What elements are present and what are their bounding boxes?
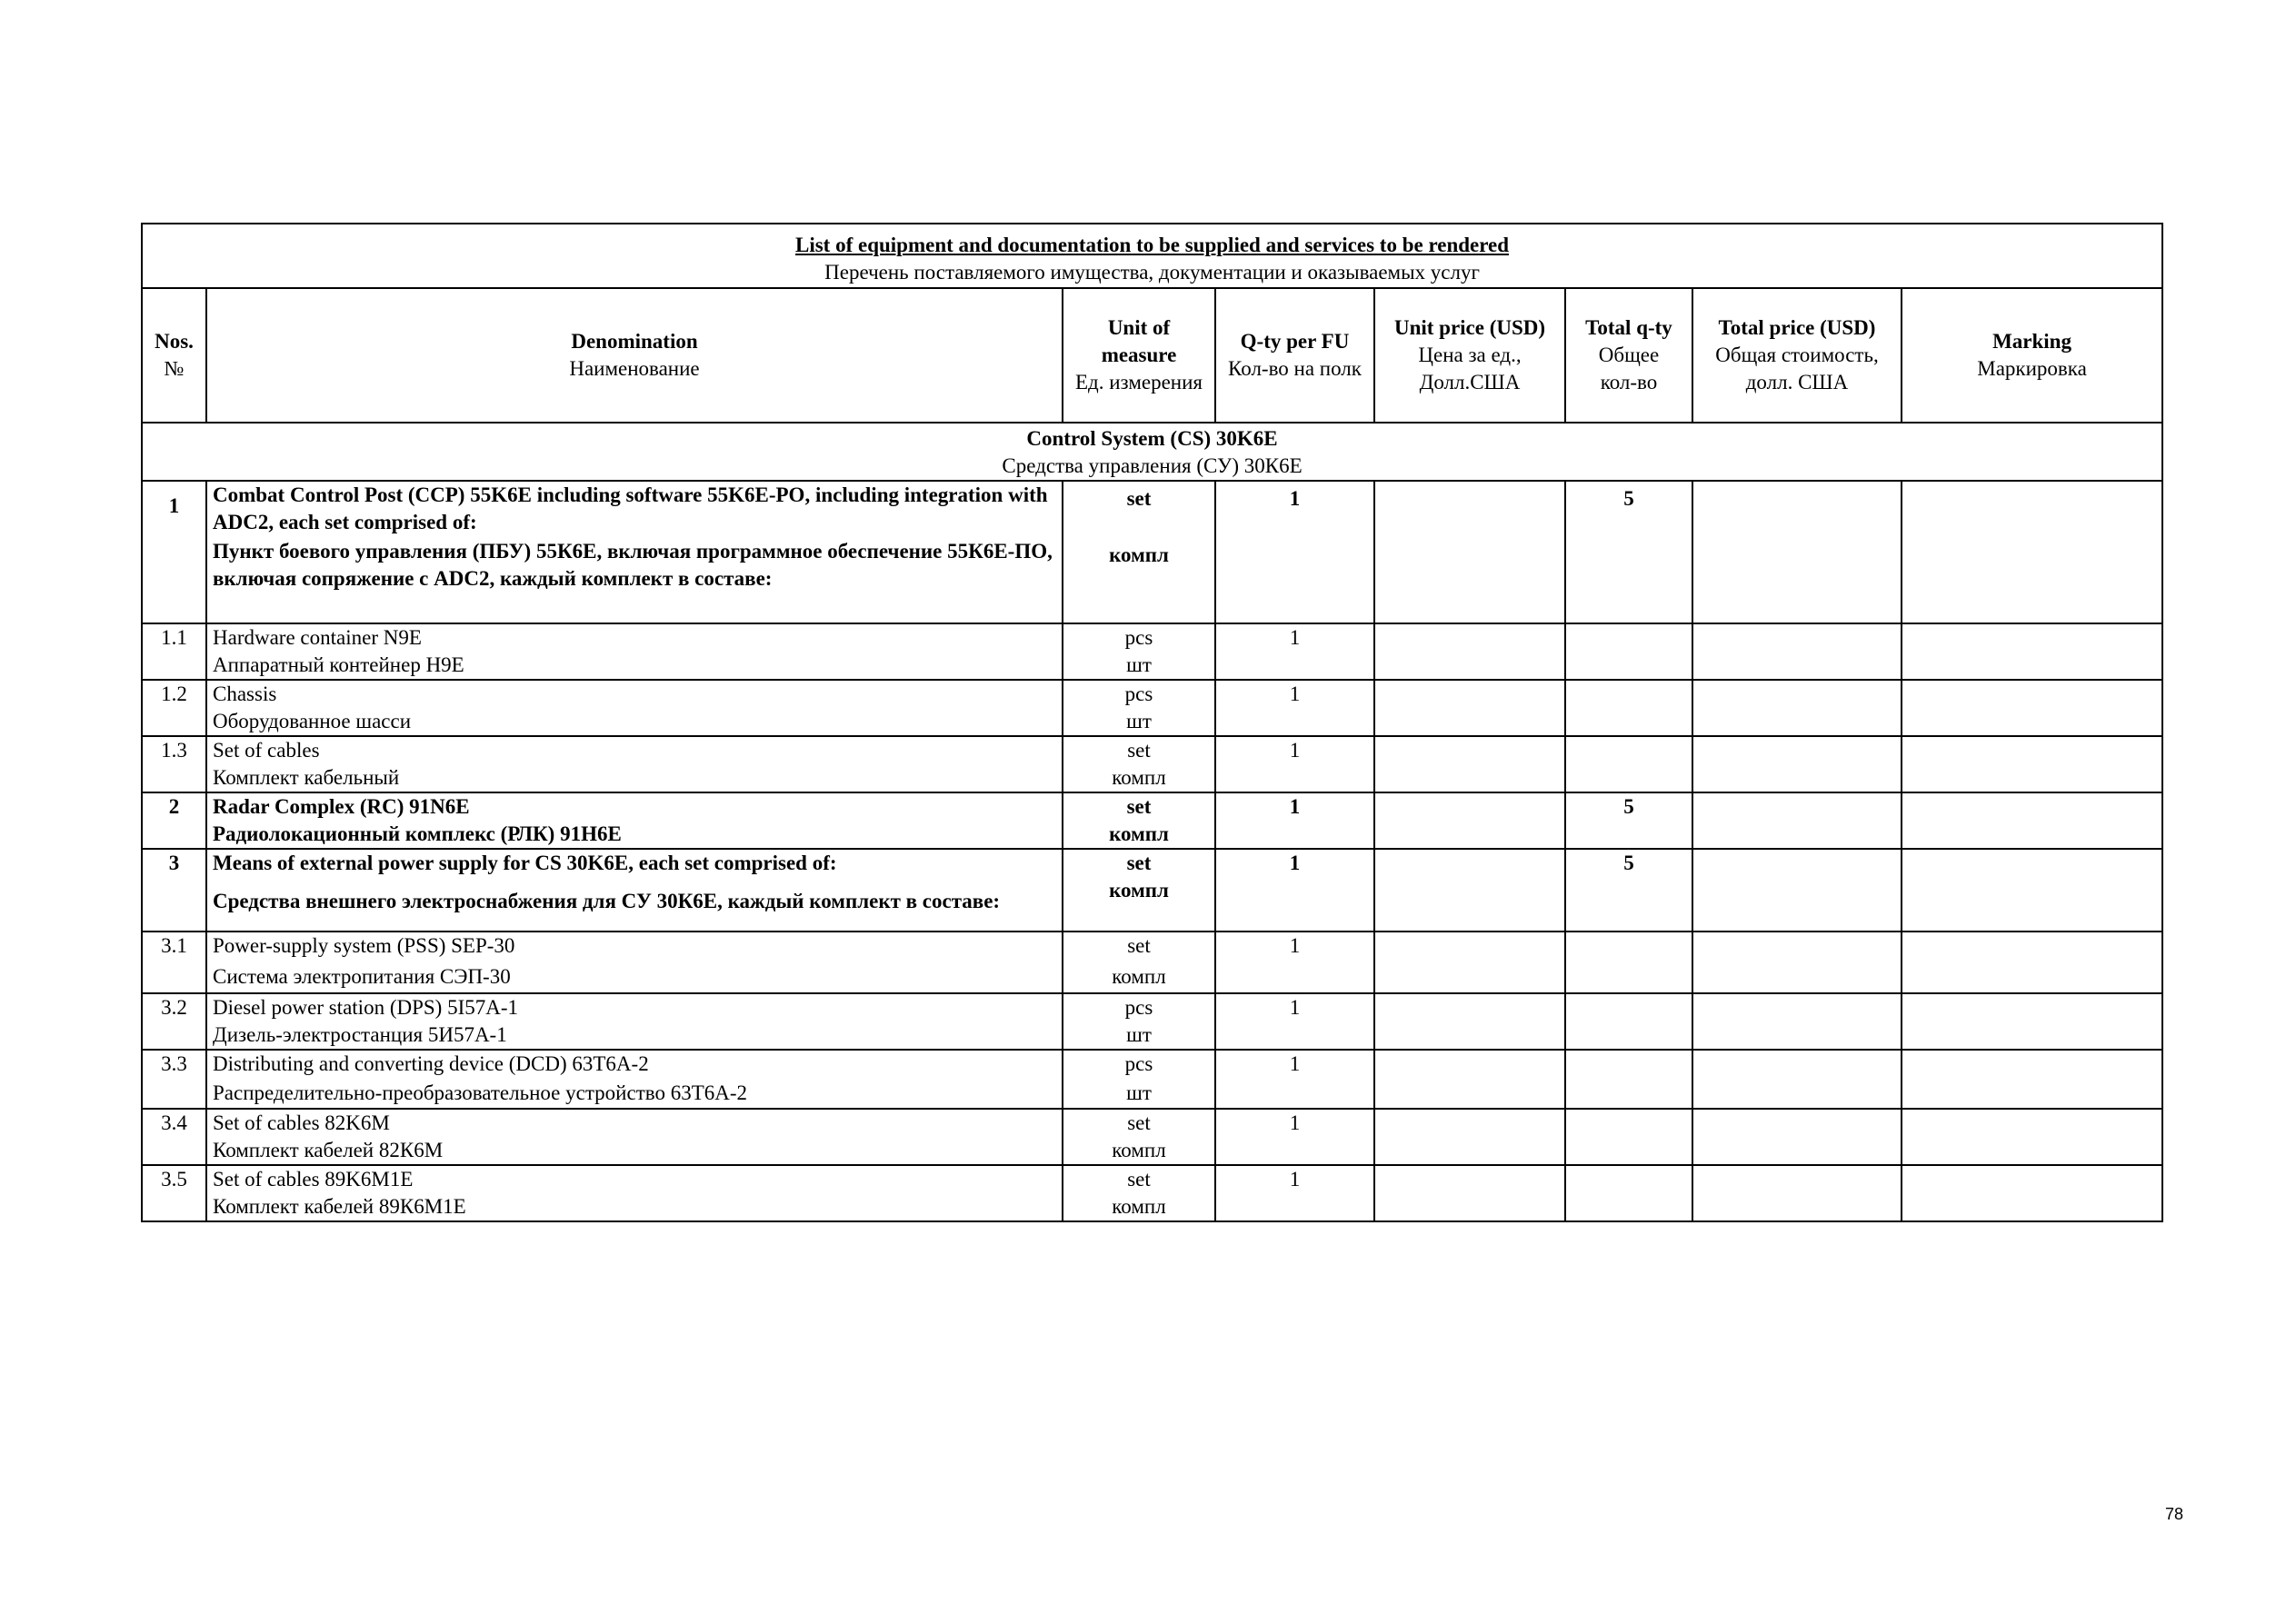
row-unit — [1063, 849, 1215, 932]
row-name-ru: Дизель-электростанция 5И57А-1 — [213, 1023, 507, 1046]
row-denomination — [206, 993, 1063, 1050]
row-marking — [1902, 481, 2162, 623]
row-total-price — [1692, 792, 1902, 849]
row-total-qty — [1565, 623, 1692, 680]
header-unit-price-ru1: Цена за ед., — [1418, 344, 1522, 366]
row-total-qty — [1565, 1165, 1692, 1221]
section-title-en: Control System (CS) 30K6E — [1026, 427, 1278, 450]
row-number: 3.3 — [142, 1050, 206, 1109]
header-total-qty — [1565, 288, 1692, 423]
row-unit-price — [1374, 932, 1565, 993]
table-row — [142, 792, 2162, 849]
row-total-qty — [1565, 1109, 1692, 1165]
row-name-en: Power-supply system (PSS) SEP-30 — [213, 934, 515, 957]
title-ru: Перечень поставляемого имущества, документации и оказываемых услуг — [824, 261, 1480, 284]
row-number: 3.2 — [142, 993, 206, 1050]
row-name-ru: Распределительно-преобразовательное устройство 63Т6А-2 — [213, 1081, 748, 1104]
table-row — [142, 481, 2162, 623]
row-marking — [1902, 680, 2162, 736]
header-unit-price-en: Unit price (USD) — [1393, 316, 1546, 339]
row-denomination — [206, 849, 1063, 932]
section-title-ru: Средства управления (СУ) 30К6Е — [1002, 454, 1303, 477]
row-name-ru: Комплект кабелей 89К6М1Е — [213, 1195, 466, 1218]
row-unit-ru: шт — [1126, 653, 1152, 676]
row-unit-ru: компл — [1109, 543, 1169, 566]
row-name-en: Set of cables 89K6M1E — [213, 1168, 414, 1191]
row-name-ru: Оборудованное шасси — [213, 710, 412, 732]
header-unit-price — [1374, 288, 1565, 423]
row-unit-price — [1374, 1109, 1565, 1165]
row-total-qty: 5 — [1565, 792, 1692, 849]
row-unit-price — [1374, 1165, 1565, 1221]
page-number: 78 — [2164, 1505, 2183, 1523]
header-total-qty-ru1: Общее — [1598, 344, 1660, 366]
row-qty: 1 — [1215, 1165, 1374, 1221]
header-qty — [1215, 288, 1374, 423]
row-unit-ru: шт — [1126, 710, 1152, 732]
section-title — [142, 423, 2162, 481]
row-name-ru: Аппаратный контейнер Н9Е — [213, 653, 464, 676]
header-marking-en: Marking — [1992, 330, 2071, 353]
row-number: 1.1 — [142, 623, 206, 680]
table-row — [142, 1165, 2162, 1221]
row-qty: 1 — [1215, 849, 1374, 932]
row-unit-price — [1374, 792, 1565, 849]
header-nos-en: Nos. — [155, 330, 194, 353]
row-qty: 1 — [1215, 481, 1374, 623]
row-unit-price — [1374, 680, 1565, 736]
row-marking — [1902, 736, 2162, 792]
row-number: 3 — [142, 849, 206, 932]
row-name-en: Set of cables — [213, 739, 320, 762]
table-row — [142, 993, 2162, 1050]
row-total-qty — [1565, 1050, 1692, 1109]
row-unit-en: set — [1127, 1111, 1151, 1134]
header-row — [142, 288, 2162, 423]
header-unit — [1063, 288, 1215, 423]
row-denomination — [206, 736, 1063, 792]
row-number: 3.5 — [142, 1165, 206, 1221]
row-qty: 1 — [1215, 993, 1374, 1050]
header-denomination-en: Denomination — [571, 330, 698, 353]
row-total-qty — [1565, 932, 1692, 993]
row-marking — [1902, 993, 2162, 1050]
header-unit-en1: Unit of — [1107, 316, 1171, 339]
row-total-price — [1692, 993, 1902, 1050]
header-qty-ru: Кол-во на полк — [1228, 357, 1362, 380]
row-denomination — [206, 1165, 1063, 1221]
row-unit-en: set — [1126, 852, 1152, 874]
row-total-price — [1692, 481, 1902, 623]
row-total-price — [1692, 849, 1902, 932]
table-row — [142, 1109, 2162, 1165]
equipment-table — [141, 223, 2163, 1222]
row-marking — [1902, 623, 2162, 680]
header-total-price-ru1: Общая стоимость, — [1715, 344, 1879, 366]
title-row — [142, 224, 2162, 288]
row-unit-en: set — [1127, 739, 1151, 762]
header-unit-en2: measure — [1101, 344, 1177, 366]
row-denomination — [206, 1109, 1063, 1165]
row-marking — [1902, 1165, 2162, 1221]
header-total-qty-en: Total q-ty — [1585, 316, 1672, 339]
row-unit-ru: шт — [1126, 1081, 1152, 1104]
row-name-en: Combat Control Post (CCP) 55K6E including software 55K6E-PO, including integration with ADC2, each set comprised of: — [213, 483, 1048, 533]
header-marking-ru: Маркировка — [1977, 357, 2087, 380]
row-total-qty — [1565, 993, 1692, 1050]
row-unit-ru: компл — [1109, 879, 1169, 902]
row-number: 3.4 — [142, 1109, 206, 1165]
row-unit-ru: компл — [1112, 965, 1166, 988]
row-unit-en: pcs — [1124, 1052, 1153, 1075]
row-unit-ru: компл — [1112, 1195, 1166, 1218]
row-number: 3.1 — [142, 932, 206, 993]
row-unit-en: pcs — [1124, 996, 1153, 1019]
row-unit — [1063, 932, 1215, 993]
row-denomination — [206, 680, 1063, 736]
row-unit-price — [1374, 993, 1565, 1050]
row-unit — [1063, 792, 1215, 849]
header-total-qty-ru2: кол-во — [1600, 371, 1658, 394]
table-row — [142, 932, 2162, 993]
table-row — [142, 849, 2162, 932]
row-name-ru: Комплект кабельный — [213, 766, 400, 789]
header-nos — [142, 288, 206, 423]
row-unit — [1063, 1109, 1215, 1165]
header-unit-ru: Ед. измерения — [1075, 371, 1203, 394]
row-total-price — [1692, 680, 1902, 736]
row-denomination — [206, 481, 1063, 623]
header-total-price — [1692, 288, 1902, 423]
row-qty: 1 — [1215, 1050, 1374, 1109]
row-number: 1.3 — [142, 736, 206, 792]
row-total-qty — [1565, 736, 1692, 792]
header-total-price-ru2: долл. США — [1745, 371, 1849, 394]
row-unit-price — [1374, 736, 1565, 792]
row-name-en: Hardware container N9E — [213, 626, 422, 649]
row-unit-en: pcs — [1124, 626, 1153, 649]
row-unit-price — [1374, 481, 1565, 623]
row-unit — [1063, 623, 1215, 680]
row-denomination — [206, 932, 1063, 993]
row-name-ru: Комплект кабелей 82К6М — [213, 1139, 444, 1161]
row-unit-price — [1374, 623, 1565, 680]
row-unit — [1063, 1165, 1215, 1221]
row-unit-price — [1374, 849, 1565, 932]
row-number: 1.2 — [142, 680, 206, 736]
row-name-en: Set of cables 82K6M — [213, 1111, 390, 1134]
header-denomination-ru: Наименование — [569, 357, 700, 380]
row-unit-price — [1374, 1050, 1565, 1109]
row-total-price — [1692, 1050, 1902, 1109]
table-row — [142, 623, 2162, 680]
header-unit-price-ru2: Долл.США — [1419, 371, 1521, 394]
row-number: 2 — [142, 792, 206, 849]
row-unit-ru: шт — [1126, 1023, 1152, 1046]
row-denomination — [206, 623, 1063, 680]
row-qty: 1 — [1215, 680, 1374, 736]
row-total-price — [1692, 932, 1902, 993]
row-unit — [1063, 1050, 1215, 1109]
row-unit — [1063, 680, 1215, 736]
header-nos-ru: № — [164, 357, 185, 380]
row-unit-en: set — [1127, 934, 1151, 957]
row-unit — [1063, 481, 1215, 623]
row-unit — [1063, 736, 1215, 792]
row-total-qty: 5 — [1565, 849, 1692, 932]
header-total-price-en: Total price (USD) — [1718, 316, 1876, 339]
row-name-ru: Средства внешнего электроснабжения для СУ 30К6Е, каждый комплект в составе: — [213, 890, 1001, 912]
row-qty: 1 — [1215, 1109, 1374, 1165]
row-name-en: Radar Complex (RC) 91N6E — [213, 795, 470, 818]
row-denomination — [206, 792, 1063, 849]
row-total-qty: 5 — [1565, 481, 1692, 623]
title-en: List of equipment and documentation to be supplied and services to be rendered — [795, 234, 1510, 256]
row-total-price — [1692, 736, 1902, 792]
row-unit-en: pcs — [1124, 682, 1153, 705]
row-unit-en: set — [1126, 487, 1152, 510]
row-unit — [1063, 993, 1215, 1050]
row-total-price — [1692, 1165, 1902, 1221]
row-unit-ru: компл — [1112, 1139, 1166, 1161]
row-total-price — [1692, 623, 1902, 680]
row-marking — [1902, 1109, 2162, 1165]
row-name-ru: Пункт боевого управления (ПБУ) 55К6Е, включая программное обеспечение 55К6Е-ПО, включая сопряжение с ADC2, каждый комплект в составе: — [213, 540, 1053, 590]
row-denomination — [206, 1050, 1063, 1109]
row-qty: 1 — [1215, 792, 1374, 849]
table-row — [142, 680, 2162, 736]
table-row — [142, 736, 2162, 792]
row-marking — [1902, 932, 2162, 993]
row-total-price — [1692, 1109, 1902, 1165]
row-qty: 1 — [1215, 932, 1374, 993]
table-title — [142, 224, 2162, 288]
header-qty-en: Q-ty per FU — [1240, 330, 1350, 353]
row-number: 1 — [142, 481, 206, 623]
row-marking — [1902, 849, 2162, 932]
row-unit-en: set — [1127, 1168, 1151, 1191]
row-marking — [1902, 1050, 2162, 1109]
row-unit-ru: компл — [1109, 822, 1169, 845]
header-denomination — [206, 288, 1063, 423]
table-row — [142, 1050, 2162, 1109]
section-row — [142, 423, 2162, 481]
row-name-en: Distributing and converting device (DCD) 63T6A-2 — [213, 1052, 649, 1075]
row-total-qty — [1565, 680, 1692, 736]
row-name-en: Diesel power station (DPS) 5I57A-1 — [213, 996, 519, 1019]
row-name-ru: Система электропитания СЭП-30 — [213, 965, 511, 988]
row-name-en: Means of external power supply for CS 30K6E, each set comprised of: — [213, 852, 837, 874]
row-unit-ru: компл — [1112, 766, 1166, 789]
row-name-en: Chassis — [213, 682, 277, 705]
header-marking — [1902, 288, 2162, 423]
row-name-ru: Радиолокационный комплекс (РЛК) 91Н6Е — [213, 822, 622, 845]
row-marking — [1902, 792, 2162, 849]
row-qty: 1 — [1215, 623, 1374, 680]
row-unit-en: set — [1126, 795, 1152, 818]
row-qty: 1 — [1215, 736, 1374, 792]
